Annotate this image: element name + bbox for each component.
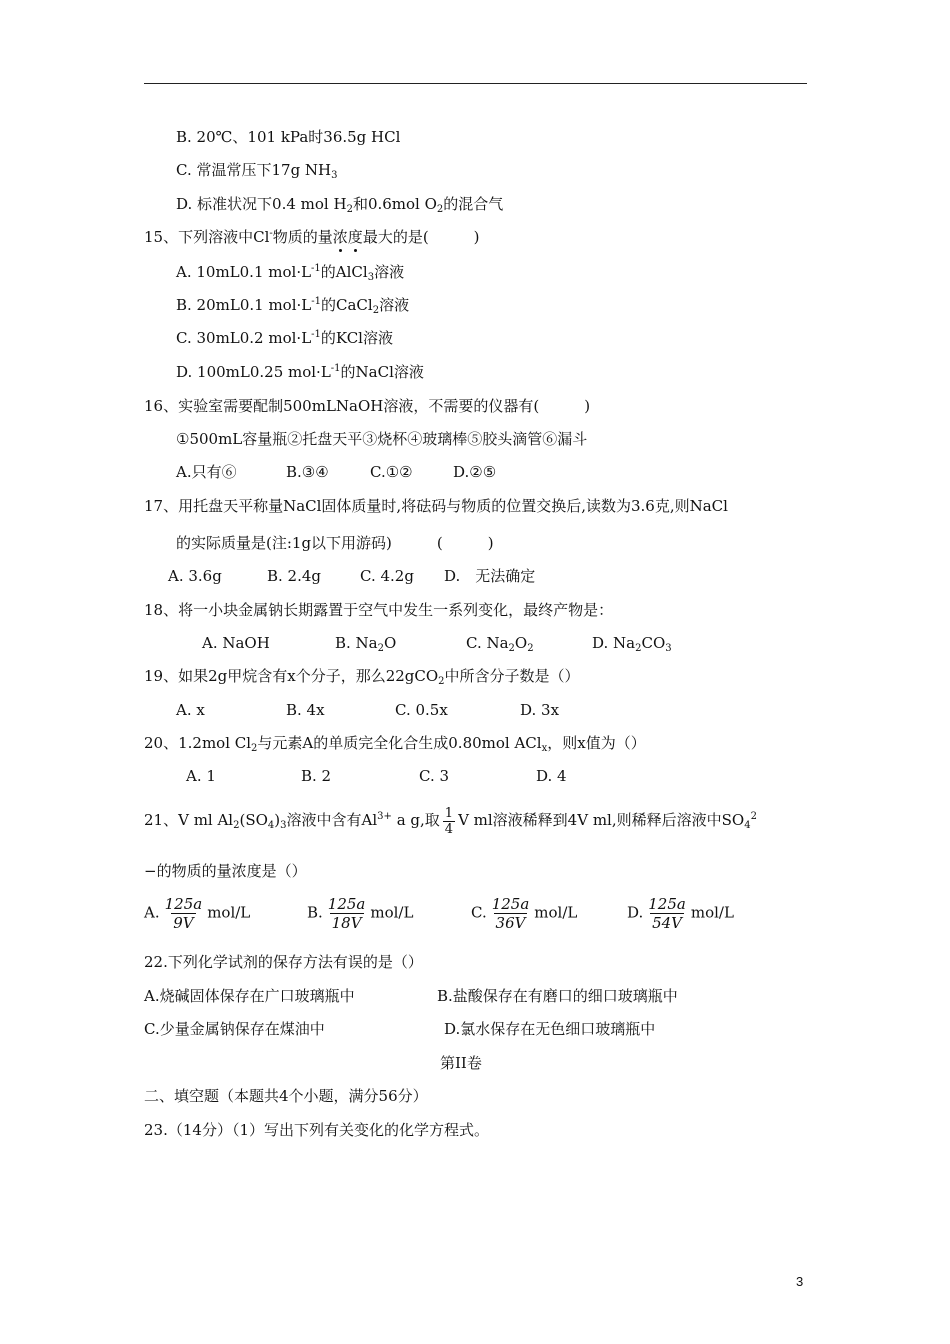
q15-option-c: C. 30mL0.2 $mol\cdot L^{-1}$的KCl溶液 [176, 329, 393, 347]
q17-option-c: C. 4.2g [360, 567, 414, 585]
q20-option-b: B. 2 [301, 767, 332, 785]
q21-stem: 21、V ml $Al_2(SO_4)_3$溶液中含有$Al^{3+}$ a g,取 $\frac{1}{4}$ V ml溶液稀释到4V ml,则稀释后溶液中$SO_4^2$ [144, 805, 757, 837]
q18-option-b: B. $Na_2O$ [335, 634, 397, 654]
q16-option-a: A.只有⑥ [176, 463, 237, 481]
one-quarter-fraction: $\frac{1}{4}$ [444, 805, 454, 837]
q20-stem: 20、1.2mol $Cl_2$与元素A的单质完全化合生成0.80mol ACl$_x$，则x值为（） [144, 734, 646, 754]
q16-items: ①500mL容量瓶②托盘天平③烧杯④玻璃棒⑤胶头滴管⑥漏斗 [176, 430, 588, 448]
q15-option-d: D. 100mL0.25 $mol\cdot L^{-1}$的NaCl溶液 [176, 363, 424, 381]
q19-option-b: B. 4x [286, 701, 325, 719]
q16-option-b: B.③④ [286, 463, 329, 481]
q20-option-d: D. 4 [536, 767, 567, 785]
q17-stem-line2: 的实际质量是(注:1g以下用游码) ( ) [176, 534, 494, 552]
q15-option-b: B. 20mL0.1 $mol\cdot L^{-1}$的CaCl$_2$溶液 [176, 296, 410, 316]
q18-stem: 18、将一小块金属钠长期露置于空气中发生一系列变化，最终产物是： [144, 601, 614, 619]
q21-options [144, 895, 784, 939]
q18-option-c: C. $Na_2O_2$ [466, 634, 534, 654]
q16-option-d: D.②⑤ [453, 463, 497, 481]
q23-stem: 23.（14分）（1）写出下列有关变化的化学方程式。 [144, 1121, 489, 1139]
section-title: 第II卷 [440, 1054, 482, 1072]
q18-options [202, 633, 682, 653]
q16-options [176, 462, 536, 482]
q14-option-c: C. 常温常压下17g $NH_3$ [176, 161, 338, 181]
q19-options [176, 700, 596, 720]
q22-option-c: C.少量金属钠保存在煤油中 [144, 1020, 325, 1038]
q21-option-d: D. $\frac{125a}{54V}$ mol/L [627, 895, 734, 932]
q16-option-c: C.①② [370, 463, 413, 481]
q20-option-c: C. 3 [419, 767, 450, 785]
q17-option-b: B. 2.4g [267, 567, 322, 585]
q14-option-b: B. 20℃、101 kPa时36.5g HCl [176, 128, 401, 146]
q19-option-d: D. 3x [520, 701, 560, 719]
q22-stem: 22.下列化学试剂的保存方法有误的是（） [144, 953, 423, 971]
q21-stem-line2: −的物质的量浓度是（） [144, 862, 307, 880]
q18-option-d: D. $Na_2CO_3$ [592, 634, 672, 654]
q17-options [168, 566, 568, 586]
q21-option-b: B. $\frac{125a}{18V}$ mol/L [307, 895, 414, 932]
q20-options [186, 766, 606, 786]
q22-option-a: A.烧碱固体保存在广口玻璃瓶中 [144, 987, 355, 1005]
page-number: 3 [796, 1274, 804, 1289]
emphasis-dot: 浓 [332, 228, 348, 246]
q22-option-d: D.氯水保存在无色细口玻璃瓶中 [444, 1020, 656, 1038]
q19-option-a: A. x [176, 701, 205, 719]
q17-stem-line1: 17、用托盘天平称量NaCl固体质量时,将砝码与物质的位置交换后,读数为3.6克,则NaCl [144, 497, 728, 515]
q15-option-a: A. 10mL0.1 $mol\cdot L^{-1}$的AlCl$_3$溶液 [176, 263, 405, 283]
emphasis-dot: 度 [347, 228, 363, 246]
q18-option-a: A. NaOH [202, 634, 270, 652]
q19-option-c: C. 0.5x [395, 701, 448, 719]
q14-option-d: D. 标准状况下0.4 mol $H_2$和0.6mol $O_2$的混合气 [176, 195, 504, 215]
q21-option-c: C. $\frac{125a}{36V}$ mol/L [471, 895, 578, 932]
header-rule [144, 83, 807, 84]
q21-option-a: A. $\frac{125a}{9V}$ mol/L [144, 895, 251, 932]
part-two-heading: 二、填空题（本题共4个小题，满分56分） [144, 1087, 428, 1105]
q17-option-d: D. 无法确定 [444, 567, 536, 585]
q15-stem: 15、下列溶液中Cl-物质的量浓度最大的是( ) [144, 228, 480, 246]
q17-option-a: A. 3.6g [168, 567, 222, 585]
q20-option-a: A. 1 [186, 767, 216, 785]
q16-stem: 16、实验室需要配制500mLNaOH溶液，不需要的仪器有( ) [144, 397, 591, 415]
q19-stem: 19、如果2g甲烷含有x个分子，那么22gCO$_2$中所含分子数是（） [144, 667, 580, 687]
q22-option-b: B.盐酸保存在有磨口的细口玻璃瓶中 [437, 987, 678, 1005]
